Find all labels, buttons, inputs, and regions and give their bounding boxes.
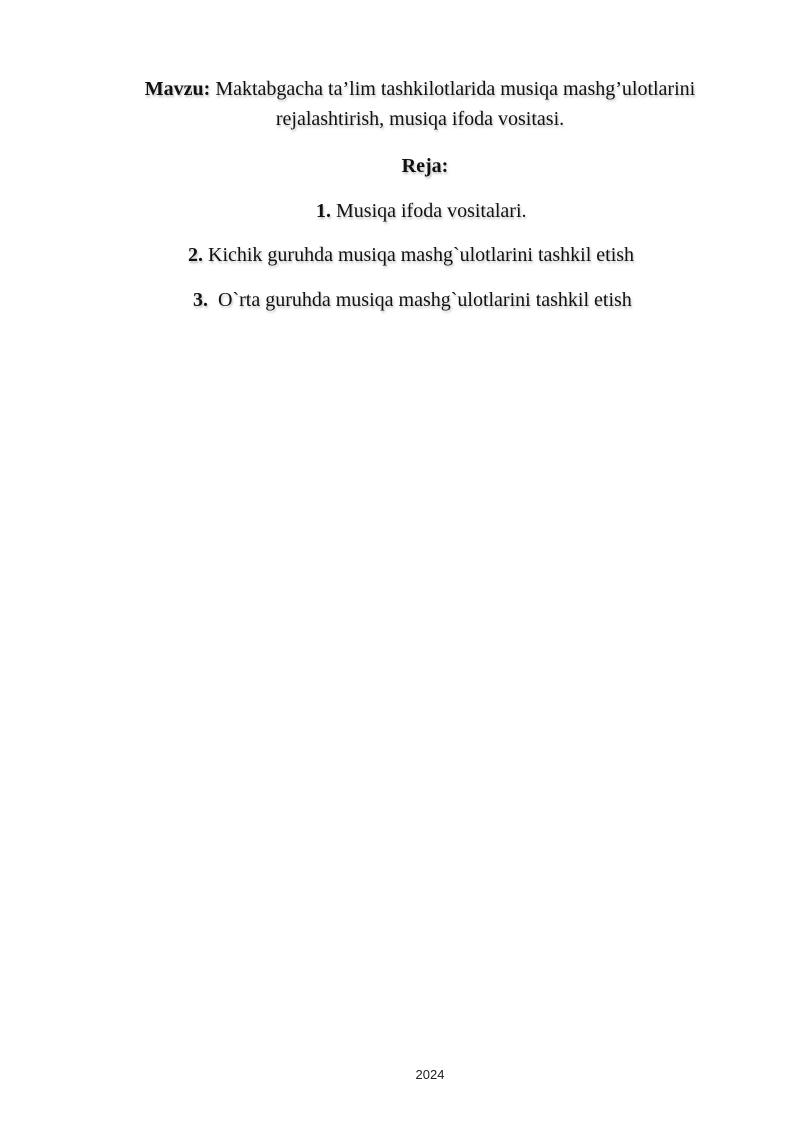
footer-year: 2024 [415, 1067, 445, 1082]
plan-item-number: 1. [316, 200, 331, 222]
plan-item-text: O`rta guruhda musiqa mashg`ulotlarini tashkil etish [208, 289, 632, 311]
plan-item-text: Kichik guruhda musiqa mashg`ulotlarini tashkil etish [203, 244, 635, 266]
plan-item-text: Musiqa ifoda vositalari. [331, 200, 527, 222]
plan-item-3 [193, 285, 632, 315]
topic-label: Mavzu: [144, 78, 211, 100]
plan-item-number: 2. [188, 244, 203, 266]
plan-item-1 [316, 196, 527, 226]
plan-title: Reja: [401, 155, 449, 177]
topic-heading [100, 74, 740, 134]
plan-item-number: 3. [193, 289, 208, 311]
topic-line-2: rejalashtirish, musiqa ifoda vositasi. [275, 108, 565, 130]
plan-item-2 [188, 240, 634, 270]
topic-line-1: Maktabgacha ta’lim tashkilotlarida musiqa mashg’ulotlarini [210, 78, 696, 100]
